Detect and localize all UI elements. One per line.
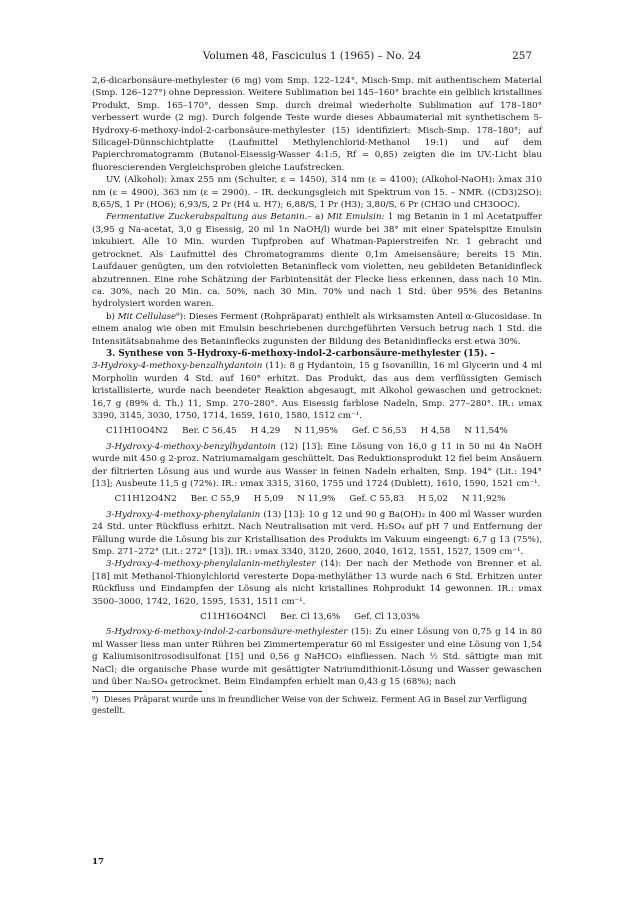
emulsin-label-italic: Mit Emulsin: (327, 212, 385, 223)
calc-cl: Ber. Cl 13,6% (280, 612, 341, 623)
found-h: H 5,02 (418, 494, 448, 505)
paragraph-indol-ester (92, 626, 542, 688)
compound-name-15: 5-Hydroxy-6-methoxy-indol-2-carbonsäure-methylester (106, 627, 348, 638)
calc-n: N 11,95% (294, 426, 338, 437)
paragraph-benzalhydantoin (92, 360, 542, 422)
section-heading-synthesis: 3. Synthese von 5-Hydroxy-6-methoxy-indol-2-carbonsäure-methylester (15). – (106, 348, 495, 359)
compound-name-14: 3-Hydroxy-4-methoxy-phenylalanin-methylester (106, 559, 316, 570)
found-n: N 11,92% (461, 494, 506, 505)
footnote-mark: ⁹) (92, 693, 99, 704)
compound-name-11: 3-Hydroxy-4-methoxy-benzalhydantoin (92, 361, 263, 372)
paragraph-cellulase (92, 311, 542, 348)
calc-h: H 5,09 (253, 494, 284, 505)
found-c: Gef. C 56,53 (351, 426, 407, 437)
paragraph-phenylalanin (92, 509, 542, 559)
cellulase-label-italic: Mit Cellulase (117, 311, 177, 322)
formula-text: C11H10O4N2 (106, 426, 169, 437)
running-header (92, 50, 532, 64)
compound-name-13: 3-Hydroxy-4-methoxy-phenylalanin (106, 509, 261, 520)
calc-c: Ber. C 56,45 (182, 426, 237, 437)
analysis-formula-11 (106, 425, 542, 437)
found-cl: Gef. Cl 13,03% (354, 612, 420, 623)
emulsin-label-a: – a) (307, 212, 328, 223)
calc-n: N 11,9% (297, 494, 336, 505)
paragraph-emulsin (92, 211, 542, 310)
paragraph-sublimation: 2,6-dicarbonsäure-methylester (6 mg) vom Smp. 122–124°, Misch-Smp. mit authentischem Material (Smp. 126–127°) ohne Depression. Weitere Sublimation bei 145–160° brachte ein gelblich kristallines Produkt, Smp. 165–170°, dessen Smp. durch dreimal wiederholte Sublimation auf 178–180° verbessert wurde (2 mg). Durch folgende Teste wurde dieses Abbaumaterial mit synthetischem 5-Hydroxy-6-methoxy-indol-2-carbonsäure-methylester (15) identifiziert: Misch-Smp. 178–180°; auf Silicagel-Dünnschichtplatte (Laufmittel Methylenchlorid-Methanol 19:1) und auf dem Papierchromatogramm (Butanol-Eisessig-Wasser 4:1:5, Rf = 0,85) zeigten die im UV.-Licht blau fluorescierenden Vergleichsproben gleiche Laufstrecken. (92, 76, 542, 173)
sheet-signature: 17 (92, 857, 105, 867)
article-body (92, 75, 542, 716)
paragraph-benzylhydantoin (92, 441, 542, 491)
paragraph-methylester (92, 558, 542, 608)
cellulase-label-b: b) (106, 311, 118, 322)
phenylalanin-text: (13) [13]: 10 g 12 und 90 g Ba(OH)₂ in 400 ml Wasser wurden 24 Std. unter Rückfluss erhitzt. Nach Neutralisation mit verd. H₂SO₄ auf pH 7 und Entfernung der Fällung wurde die Lösung bis zur Kristallisation des Produkts im Vakuum eingeengt: 6,7 g 13 (75%), Smp. 271–272° (Lit.: 272° [13]). IR.: νmax 3340, 3120, 2600, 2040, 1612, 1551, 1527, 1509 cm⁻¹. (92, 509, 542, 558)
formula-text: C11H16O4NCl (200, 612, 267, 623)
running-title: Volumen 48, Fasciculus 1 (1965) – No. 24 (202, 50, 422, 62)
page-number: 257 (512, 50, 532, 62)
analysis-formula-12 (92, 493, 542, 505)
benzalhydantoin-text: (11): 8 g Hydantoin, 15 g Isovanillin, 16 ml Glycerin und 4 ml Morpholin wurden 4 Std. auf 160° erhitzt. Das Produkt, das aus dem verflüssigten Gemisch kristallisierte, wurde nach beendeter Reaktion abgesaugt, mit Alkohol gewaschen und getrocknet: 16,7 g (89% d. Th.) 11, Smp. 270–280°. Aus Eisessig farblose Nadeln, Smp. 277–280°. IR.: νmax 3390, 3145, 3030, 1750, 1714, 1659, 1610, 1580, 1512 cm⁻¹. (92, 361, 542, 421)
benzylhydantoin-text: (12) [13]: Eine Lösung von 16,0 g 11 in 50 mi 4n NaOH wurde mit 450 g 2-proz. Natriumamalgam geschüttelt. Das Reduktionsprodukt 12 fiel beim Ansäuern der filtrierten Lösung aus und wurde aus Wasser in feinen Nadeln erhalten, Smp. 194° (Lit.: 194° [13]; Ausbeute 11,5 g (72%). IR.: νmax 3315, 3160, 1755 und 1724 (Dublett), 1610, 1590, 1521 cm⁻¹. (92, 441, 542, 489)
compound-name-12: 3-Hydroxy-4-methoxy-benzylhydantoin (106, 441, 277, 452)
found-c: Gef. C 55,83 (349, 494, 405, 505)
footnote-divider (92, 691, 202, 692)
cellulase-text: ⁹): Dieses Ferment (Rohpräparat) enthielt als wirksamsten Anteil α-Glucosidase. In einem analog wie oben mit Emulsin beschriebenen durchgeführten Versuch betrug nach 1 Std. die Intensitätsabnahme des Betaninflecks zugunsten der Bildung des Betanidinflecks erst etwa 30%. (92, 311, 543, 347)
calc-h: H 4,29 (250, 426, 281, 437)
methylester-text: (14): Der nach der Methode von Brenner et al. [18] mit Methanol-Thionylchlorid veresterte Dopa-methyläther 13 wurde nach 6 Std. Erhitzen unter Rückfluss und Eindampfen der Lösung als nicht kristallines Rohprodukt 14 gewonnen. IR.: νmax 3500–3000, 1742, 1620, 1595, 1531, 1511 cm⁻¹. (92, 559, 542, 607)
emulsin-text: 1 mg Betanin in 1 ml Acetatpuffer (3,95 g Na-acetat, 3,0 g Eisessig, 20 ml 1n NaOH/l) wurde bei 38° mit einer Spatelspitze Emulsin inkubiert. Alle 10 Min. wurden Tupfproben auf Whatman-Papierstreifen Nr. 1 gebracht und getrocknet. Als Laufmittel des Chromatogramms diente 0,1m Ameisensäure; bereits 15 Min. Laufdauer genügten, um den rotvioletten Betaninfleck vom violetten, neu gebildeten Betanidinfleck abzutrennen. Eine rohe Schätzung der Farbintensität der Flecke liess erkennen, dass nach 10 Min. ca. 30%, nach 20 Min. ca. 50%, nach 30 Min. 70% und nach 1 Std. über 95% des Betanins hydrolysiert worden waren. (92, 212, 542, 310)
subheading-enzymatic-cleavage: Fermentative Zuckerabspaltung aus Betanin. (106, 212, 308, 223)
calc-c: Ber. C 55,9 (190, 494, 240, 505)
found-h: H 4,58 (420, 426, 451, 437)
indol-ester-text: (15): Zu einer Lösung von 0,75 g 14 in 80 ml Wasser liess man unter Rühren bei Zimmertemperatur 60 ml Essigester und eine Lösung von 1,54 g Kaliumisonitrosodisulfonat [15] und 0,56 g NaHCO₃ einfliessen. Nach ½ Std. sättigte man mit NaCl; die organische Phase wurde mit gesättigter Natriumdithionit-Lösung und Wasser gewaschen und über Na₂SO₄ getrocknet. Beim Eindampfen erhielt man 0,43 g 15 (68%); nach (92, 627, 542, 688)
paragraph-spectra: UV. (Alkohol): λmax 255 nm (Schulter, ε = 1450), 314 nm (ε = 4100); (Alkohol-NaOH): λmax 310 nm (ε = 4900), 363 nm (ε = 2900). – IR. deckungsgleich mit Spektrum von 15. – NMR. ((CD3)2SO): 8,65/S, 1 Pr (HO6); 6,93/S, 2 Pr (H4 u. H7); 6,88/S, 1 Pr (H3); 3,80/S, 6 Pr (CH3O und CH3OOC). (92, 175, 542, 211)
footnote-text: Dieses Präparat wurde uns in freundlicher Weise von der Schweiz. Ferment AG in Basel zur Verfügung gestellt. (92, 693, 528, 715)
found-n: N 11,54% (464, 426, 508, 437)
formula-text: C11H12O4N2 (114, 494, 177, 505)
footnote (92, 694, 542, 716)
analysis-formula-14 (92, 611, 542, 623)
